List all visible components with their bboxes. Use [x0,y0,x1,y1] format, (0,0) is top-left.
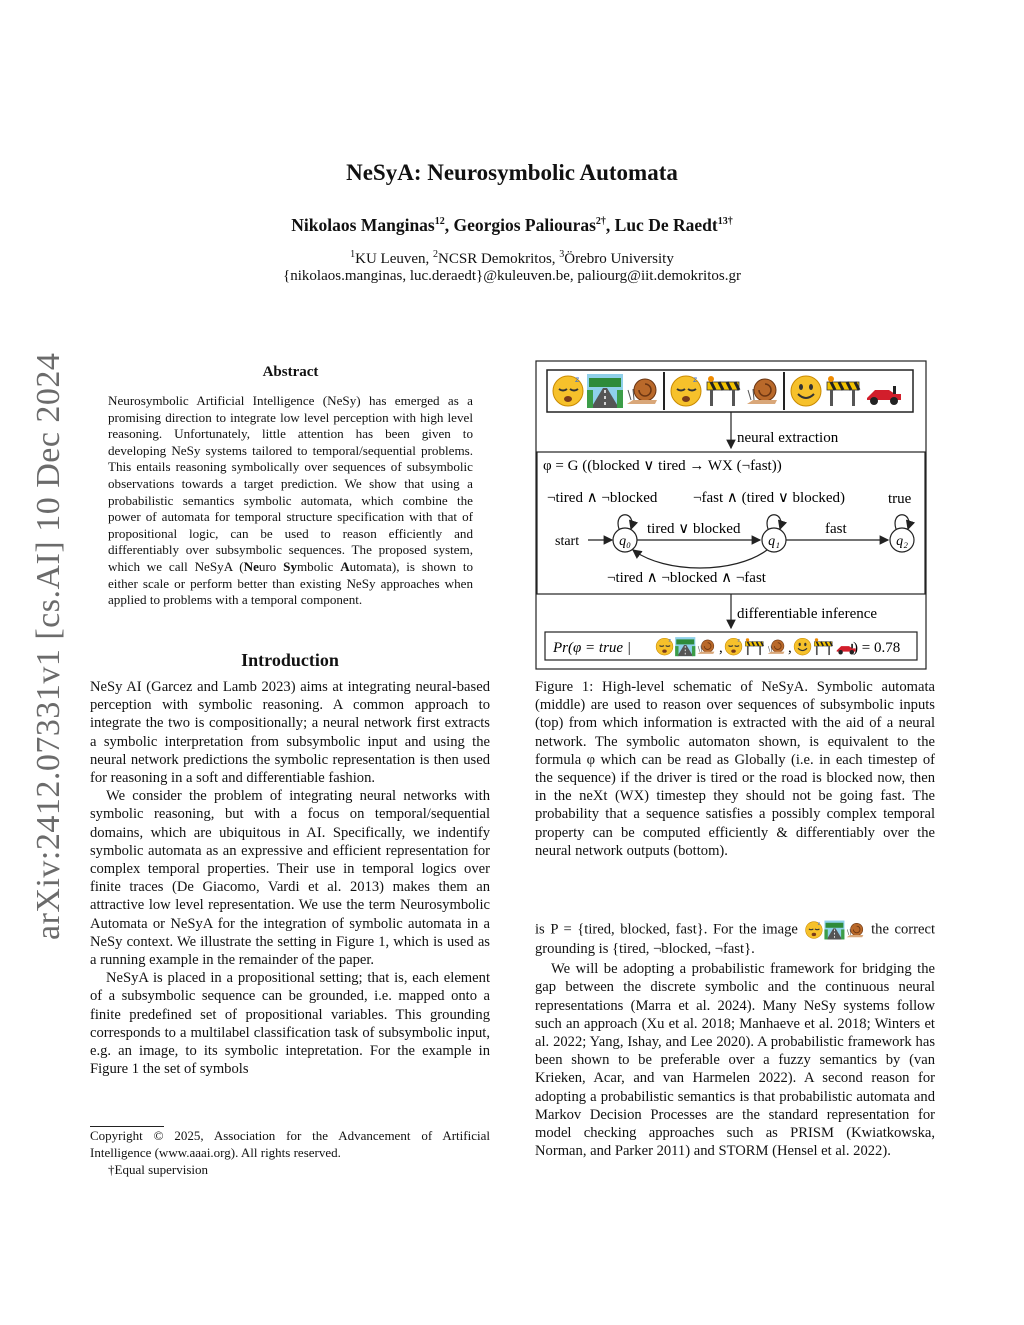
formula-label: φ = G ((blocked ∨ tired → WX (¬fast)) [543,458,782,474]
paragraph: We will be adopting a probabilistic framework for bridging the gap between the discrete symbolic and the continuous neural representations (Marra et al. 2024). Many NeSy systems follow such an approach (Xu et al. 2018; Manhaeve et al. 2018; Winters et al. 2022; Yang, Ishay, and Lee 2020). A probabilistic framework has been shown to be preferable over a fuzzy semantics by (van Krieken, Acar, and van Harmelen 2022). A second reason for adopting a probabilistic semantics is that probabilistic automata and Markov Decision Processes are the standard representation for model checking approaches such as PRISM (Kwiatkowska, Norman, and Parker 2011) and STORM (Hensel et al. 2022). [535,961,935,1160]
introduction-body [90,678,490,1078]
paragraph: NeSy AI (Garcez and Lamb 2023) aims at integrating neural-based perception with symbolic reasoning. A common approach to integrate the two is compositionally; a neural network first extracts a symbolic interpretation from subsymbolic input and using the neural network predictions the symbolic representation is then used for reasoning in a soft and differentiable fashion. [90,679,490,787]
state-q0-label: q₀ [619,534,631,549]
state-q1-label: q₁ [768,534,780,549]
start-label: start [555,534,580,549]
author-emails: {nikolaos.manginas, luc.deraedt}@kuleuven.be, paliourg@iit.demokritos.gr [283,268,741,284]
introduction-heading: Introduction [241,650,339,670]
author-sup: 2† [595,216,606,228]
author-list: Nikolaos Manginas$^{12}$, Georgios Paliouras$^{2\dagger}$, Luc De Raedt$^{13\dagger}$ [291,215,733,235]
author-name: Luc De Raedt [614,215,718,235]
edge-q0-q1-label: tired ∨ blocked [647,521,741,537]
svg-text:,: , [719,640,723,656]
probability-suffix: ) = 0.78 [853,640,901,656]
edge-q1-q2-label: fast [825,521,847,537]
state-q2-label: q₂ [896,534,908,549]
q1-self-loop-label: ¬fast ∧ (tired ∨ blocked) [693,490,846,506]
author-name: Nikolaos Manginas [291,215,435,235]
affiliations: $^1$KU Leuven, $^2$NCSR Demokritos, $^3$Örebro University [350,249,674,267]
q0-self-loop-label: ¬tired ∧ ¬blocked [547,490,658,506]
paragraph: We consider the problem of integrating neural networks with symbolic reasoning, but with a focus on temporal/sequential domains, which are ubiquitous in AI. Specifically, we indentify symbolic automata as an expressive and efficient representation for complex temporal properties. Their use in temporal logics over finite traces (De Giacomo, Vardi et al. 2013) makes them an attractive low level representation. We use the term Neurosymbolic Automata or NeSyA for the integration of symbolic automata in a NeSy context. We illustrate the setting in Figure 1, which is used as a running example in the remainder of the paper. [90,788,490,969]
neural-extraction-label: neural extraction [737,430,839,446]
paragraph: is P = {tired, blocked, fast}. For the image the correct grounding is {tired, ¬blocked, ¬fast}. [535,921,936,957]
abstract-body: Neurosymbolic Artificial Intelligence (NeSy) has emerged as a promising direction to integrate low level perception with high level reasoning. Unfortunately, little attention has been given to developing NeSy systems tailored to temporal/sequential problems. This entails reasoning symbolically over sequences of subsymbolic observations towards a target prediction. We show that using a probabilistic semantics symbolic automata, which combine the power of automata for temporal structure specification with that of propositional logic, can be used to reason efficiently and differentiably over subsymbolic sequences. The proposed system, which we call NeSyA (Neuro Symbolic Automata), is shown to either scale or perform better than existing NeSy approaches when applied to problems with a temporal component. [108,393,474,608]
paragraph: NeSyA is placed in a propositional setting; that is, each element of a subsymbolic sequence can be grounded, i.e. mapped onto a finite predefined set of propositional variables. This grounding corresponds to a multilabel classification task of subsymbolic input, e.g. an image, to its symbolic intepretation. For the example in Figure 1 the set of symbols [90,970,490,1078]
q2-self-loop-label: true [888,491,912,507]
differentiable-inference-label: differentiable inference [737,606,878,622]
abstract-heading: Abstract [262,364,319,380]
author-sup: 13† [717,216,733,228]
edge-q1-q0-label: ¬tired ∧ ¬blocked ∧ ¬fast [607,570,766,586]
footnote-rule [90,1126,164,1127]
figure-1: z neural extraction φ = G ((blocked ∨ tired → WX (¬fast)) ¬tired ∧ ¬blocked ¬fast ∧ (tired ∨ blocked) true start q₀ q₁ q₂ tired ∨ blocked fast ¬tired ∧ ¬blocked ∧ ¬fast differentiable inference Pr(φ = true | , , ) = 0.78 [535,360,927,670]
probability-prefix: Pr(φ = true | [553,640,631,656]
equal-supervision-footnote: †Equal supervision [108,1162,209,1177]
figure-1-caption: Figure 1: High-level schematic of NeSyA. Symbolic automata (middle) are used to reason over sequences of subsymbolic inputs (top) from which information is extracted with the aid of a neural network. The symbolic automaton shown, is equivalent to the formula φ which can be read as Globally (i.e. in each timestep of the sequence) if the driver is tired or the road is blocked now, then in the neXt (WX) timestep they should not be going fast. The probability that a sequence satisfies a possibly complex temporal property can be computed efficiently & differentiably over the neural network outputs (bottom). [535,679,935,859]
svg-text:,: , [788,640,792,656]
copyright-footnote: Copyright © 2025, Association for the Advancement of Artificial Intelligence (www.aaai.org). All rights reserved. [90,1128,490,1160]
author-name: Georgios Paliouras [453,215,596,235]
author-sup: 12 [434,216,445,228]
arxiv-side-stamp: arXiv:2412.07331v1 [cs.AI] 10 Dec 2024 [30,352,67,940]
inline-image-sequence [804,920,866,940]
right-column-body [535,920,935,1162]
paper-title: NeSyA: Neurosymbolic Automata [346,160,678,185]
